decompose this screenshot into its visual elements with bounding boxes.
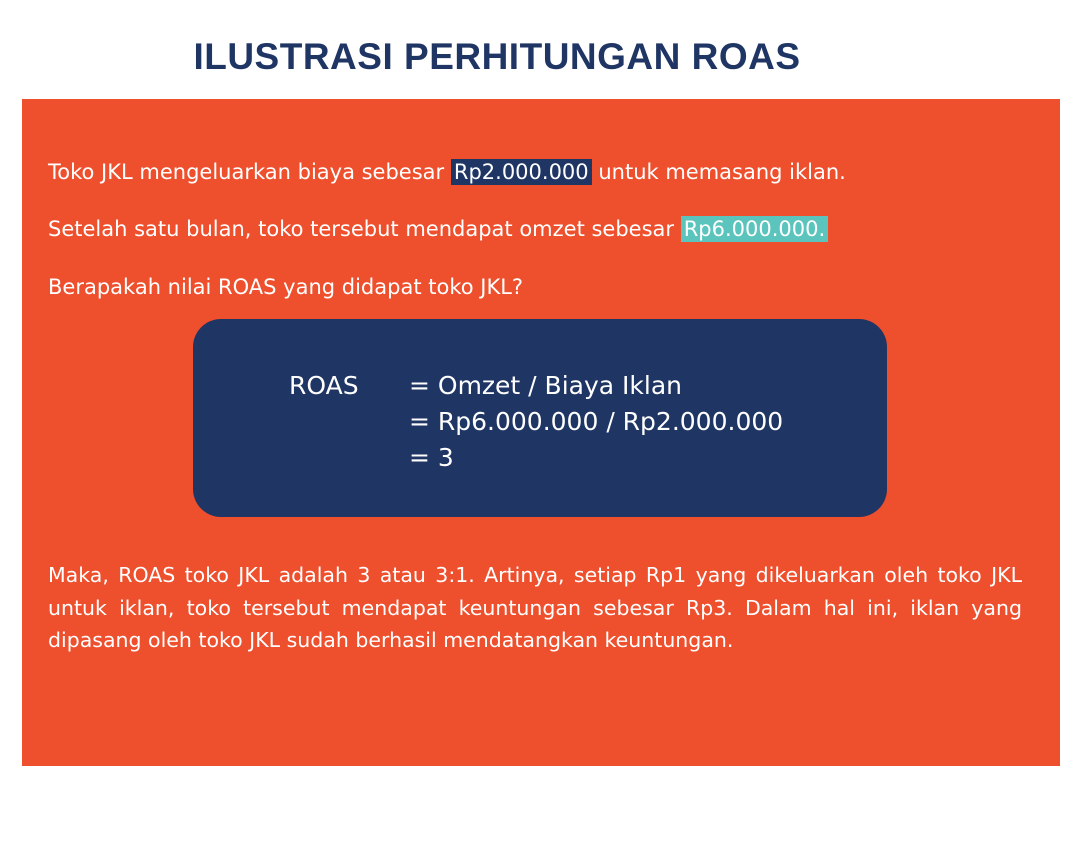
question-line: Berapakah nilai ROAS yang didapat toko JKL? — [48, 275, 524, 299]
formula-row: = Rp6.000.000 / Rp2.000.000 — [409, 407, 784, 436]
intro-text: Toko JKL mengeluarkan biaya sebesar — [48, 160, 451, 184]
cost-highlight: Rp2.000.000 — [451, 159, 592, 185]
intro-line-2 — [48, 217, 828, 241]
formula-row: = Omzet / Biaya Iklan — [409, 371, 682, 400]
intro-text: untuk memasang iklan. — [591, 160, 846, 184]
formula-label: ROAS — [289, 371, 359, 400]
formula-row: = 3 — [409, 443, 454, 472]
page-title: ILUSTRASI PERHITUNGAN ROAS — [193, 36, 801, 77]
intro-text: Setelah satu bulan, toko tersebut mendapat omzet sebesar — [48, 217, 681, 241]
illustration-panel — [22, 99, 1060, 766]
revenue-highlight: Rp6.000.000. — [681, 216, 828, 242]
intro-line-1 — [48, 160, 846, 184]
formula-box — [193, 319, 887, 517]
conclusion-paragraph: Maka, ROAS toko JKL adalah 3 atau 3:1. Artinya, setiap Rp1 yang dikeluarkan oleh toko JKL untuk iklan, toko tersebut mendapat keuntungan sebesar Rp3. Dalam hal ini, iklan yang dipasang oleh toko JKL sudah berhasil mendatangkan keuntungan. — [48, 563, 1022, 652]
